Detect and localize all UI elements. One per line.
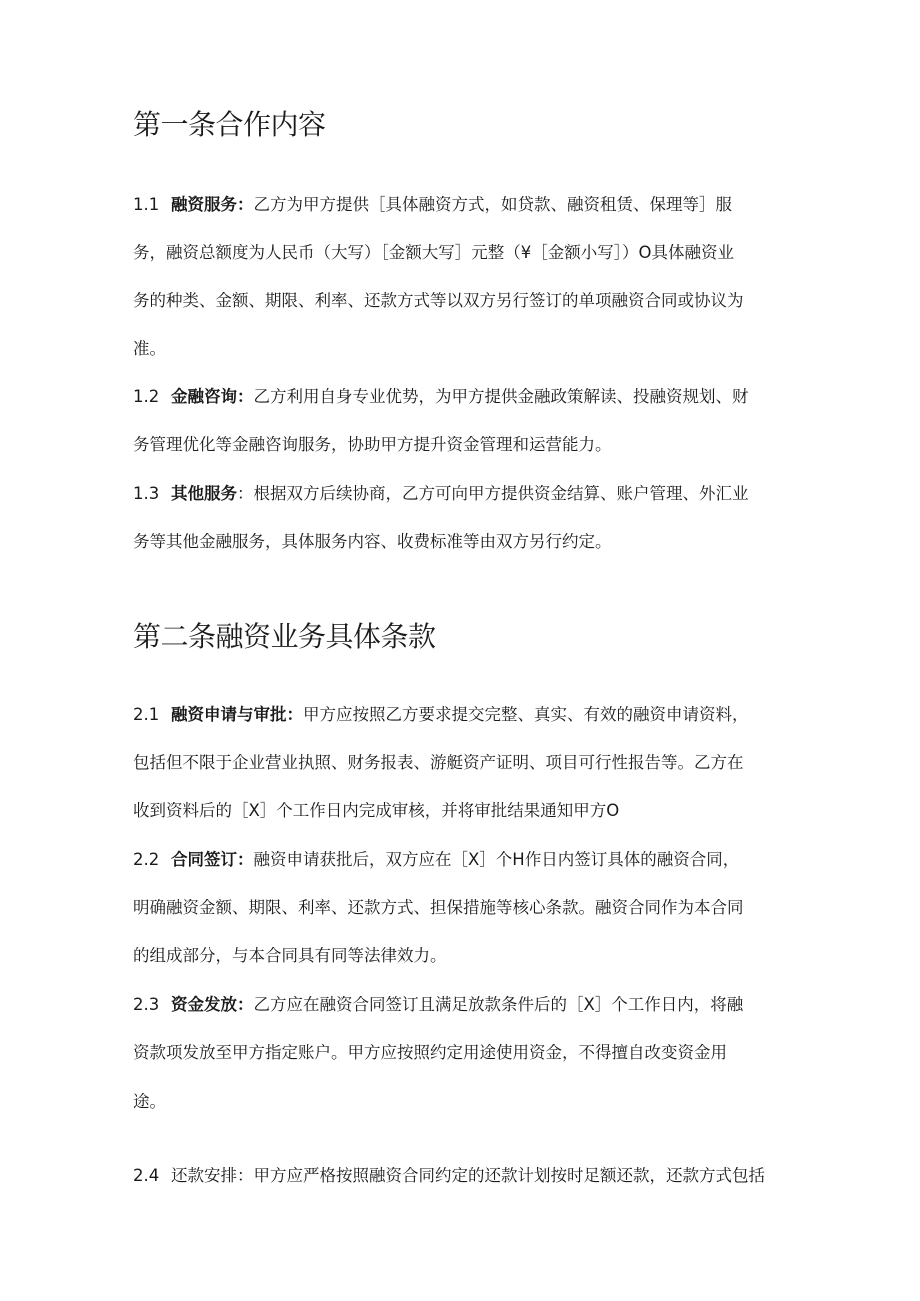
clause-2-1-line-2: 包括但不限于企业营业执照、财务报表、游艇资产证明、项目可行性报告等。乙方在: [133, 753, 744, 772]
clause-2-2-line-3: 的组成部分，与本合同具有同等法律效力。: [133, 946, 447, 965]
clause-1-1-line-1: [133, 193, 732, 217]
clause-number: 2.1: [133, 705, 160, 724]
clause-number: 1.3: [133, 484, 160, 503]
clause-1-2-line-2: 务管理优化等金融咨询服务，协助甲方提升资金管理和运营能力。: [133, 435, 612, 454]
clause-text: 乙方利用自身专业优势，为甲方提供金融政策解读、投融资规划、财: [253, 387, 749, 406]
clause-1-1-line-4: 准。: [133, 339, 166, 358]
clause-term: 资金发放：: [171, 995, 254, 1014]
clause-term: 融资申请与审批：: [171, 705, 303, 724]
section2-title: 第二条融资业务具体条款: [133, 620, 436, 653]
clause-text: ：根据双方后续协商，乙方可向甲方提供资金结算、账户管理、外汇业: [237, 484, 749, 503]
clause-number: 2.2: [133, 850, 160, 869]
clause-term: 合同签订：: [171, 850, 254, 869]
clause-1-1-line-3: 务的种类、金额、期限、利率、还款方式等以双方另行签订的单项融资合同或协议为: [133, 291, 744, 310]
clause-number: 1.2: [133, 387, 160, 406]
clause-text: 乙方为甲方提供［具体融资方式，如贷款、融资租赁、保理等］服: [253, 195, 732, 214]
clause-number: 2.3: [133, 995, 160, 1014]
clause-text: 融资申请获批后，双方应在［X］个H作日内签订具体的融资合同，: [253, 850, 740, 869]
clause-1-3-line-1: [133, 482, 749, 506]
clause-2-1-line-3: 收到资料后的［X］个工作日内完成审核，并将审批结果通知甲方O: [133, 801, 620, 820]
clause-2-2-line-1: [133, 848, 739, 872]
clause-text: 甲方应按照乙方要求提交完整、真实、有效的融资申请资料，: [303, 705, 749, 724]
clause-1-1-line-2: 务，融资总额度为人民币（大写）［金额大写］元整（¥［金额小写］）O具体融资业: [133, 243, 734, 262]
clause-number: 1.1: [133, 195, 160, 214]
clause-text: ：甲方应严格按照融资合同约定的还款计划按时足额还款，还款方式包括: [237, 1166, 765, 1185]
clause-2-4-line-1: [133, 1164, 765, 1188]
clause-2-2-line-2: 明确融资金额、期限、利率、还款方式、担保措施等核心条款。融资合同作为本合同: [133, 898, 744, 917]
clause-1-3-line-2: 务等其他金融服务，具体服务内容、收费标准等由双方另行约定。: [133, 532, 612, 551]
clause-number: 2.4: [133, 1166, 160, 1185]
clause-term: 金融咨询：: [171, 387, 254, 406]
clause-1-2-line-1: [133, 385, 749, 409]
section1-title: 第一条合作内容: [133, 108, 326, 141]
clause-2-3-line-2: 资款项发放至甲方指定账户。甲方应按照约定用途使用资金，不得擅自改变资金用: [133, 1043, 727, 1062]
clause-term: 其他服务: [171, 484, 237, 503]
clause-term: 还款安排: [171, 1166, 237, 1185]
clause-term: 融资服务：: [171, 195, 254, 214]
clause-text: 乙方应在融资合同签订且满足放款条件后的［X］个工作日内，将融: [253, 995, 744, 1014]
clause-2-1-line-1: [133, 703, 749, 727]
clause-2-3-line-3: 途。: [133, 1092, 166, 1111]
clause-2-3-line-1: [133, 993, 743, 1017]
